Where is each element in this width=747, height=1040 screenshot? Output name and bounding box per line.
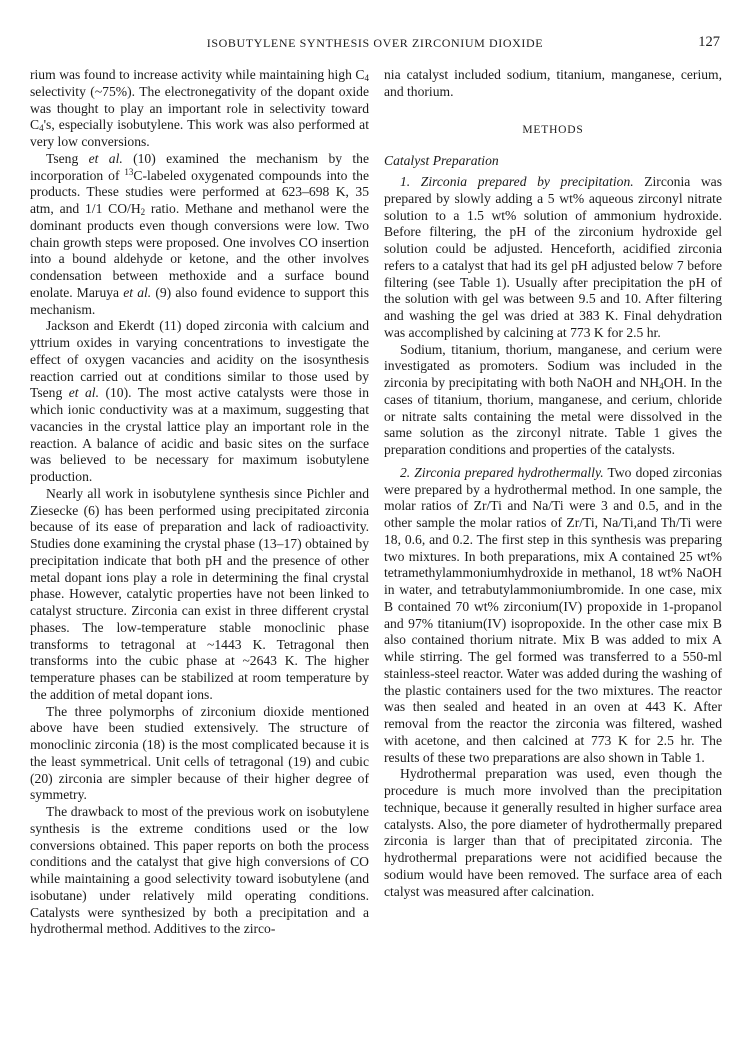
run-in-heading: 2. Zirconia prepared hydrothermally. — [400, 464, 604, 480]
paragraph — [384, 465, 722, 767]
text-run: selectivity (~75%). The electronegativity of the dopant oxide was thought to play an important role in selectivity toward C — [30, 83, 369, 133]
text-run: OH. In the cases of titanium, thorium, manganese, and cerium, chloride or nitrate salts containing the metal were dissolved in the same solution as the zirconyl nitrate. Table 1 gives the preparation conditions and properties of the catalysts. — [384, 375, 723, 457]
text-run: Tseng — [46, 150, 89, 166]
running-head — [30, 34, 720, 54]
section-heading: METHODS — [522, 123, 584, 136]
text-run: ratio. Methane and methanol were the dominant products even though conversions were low. Two chain growth steps were proposed. One involves CO insertion into a bound aldehyde or ketone, and the other involves condensation between methoxide and a surface bound enolate. Maruya — [30, 201, 369, 300]
paragraph: Nearly all work in isobutylene synthesis since Pichler and Ziesecke (6) has been performed using precipitated zirconia because of its ease of preparation and lack of radioactivity. Studies done examining the crystal phase (13–17) obtained by precipitation indicate that both pH and the presence of other metal dopant ions play a role in determining the final crystal phase. However, catalytic properties have not been linked to catalyst structure. Zirconia can exist in three different crystal phases. The low-temperature stable monoclinic phase transforms to tetragonal at ~1443 K. Tetragonal then transforms into the cubic phase at ~2643 K. The higher temperature phases can be stabilized at room temperature by the addition of metal dopant ions. — [30, 485, 369, 702]
text-run: Sodium, titanium, thorium, manganese, and cerium were investigated as promoters. Sodium was included in the zirconia by precipitating with both NaOH and NH — [384, 341, 722, 390]
italic-text: et al. — [68, 385, 99, 401]
text-run: rium was found to increase activity while maintaining high C — [30, 67, 365, 82]
text-run: 's, especially isobutylene. This work was also performed at very low conversions. — [30, 117, 369, 149]
page-number: 127 — [698, 34, 720, 50]
italic-text: et al. — [123, 284, 152, 300]
paragraph: nia catalyst included sodium, titanium, manganese, cerium, and thorium. — [384, 67, 722, 99]
paragraph: The drawback to most of the previous work on isobutylene synthesis is the extreme conditions used or the low conversions obtained. This paper reports on both the process conditions and the catalyst that give high conversions of CO while maintaining a good selectivity toward isobutylene (and isobutane) under relatively mild operating conditions. Catalysts were synthesized by both a precipitation and a hydrothermal method. Additives to the zirco- — [30, 804, 369, 937]
text-run: (10). The most active catalysts were those in which ionic conductivity was at a maximum, suggesting that vacancies in the crystal lattice play an important role in the reaction. A balance of acidic and basic sites on the surface was believed to be necessary for maximum isobutylene production. — [30, 385, 369, 484]
running-title: ISOBUTYLENE SYNTHESIS OVER ZIRCONIUM DIOXIDE — [206, 36, 544, 50]
subscript: 4 — [364, 73, 369, 83]
paragraph — [384, 342, 722, 459]
text-run: (9) also found evidence to support this mechanism. — [30, 284, 369, 317]
text-run: Zirconia was prepared by slowly adding a 5 wt% aqueous zirconyl nitrate solution to a 1.5 wt% solution of ammonium hydroxide. Before filtering, the pH of the zirconium hydroxide gel solution could be adjusted. Henceforth, acidified zirconia refers to a catalyst that had its gel pH adjusted below 7 before filtering (see Table 1). Usually after precipitation the pH of the solution with gel was between 9.5 and 10. After filtering and washing the gel was dried at 383 K. Final dehydration was accomplished by calcining at 773 K for 2.5 hr. — [384, 174, 722, 340]
left-column — [30, 67, 369, 938]
italic-text: et al. — [88, 150, 123, 166]
text-run: C-labeled oxygenated compounds into the products. These studies were performed at 623–698 K, 35 atm, and 1/1 CO/H — [30, 167, 369, 216]
superscript: 13 — [124, 166, 134, 177]
paragraph — [30, 67, 369, 151]
paragraph — [384, 174, 722, 342]
paragraph — [30, 318, 369, 486]
text-run: Two doped zirconias were prepared by a hydrothermal method. In one sample, the molar ratios of Zr/Ti and Na/Ti were 3 and 0.5, and in the other sample the molar ratios of Zr/Ti, Na/Ti,and Th/Ti were 18, 0.6, and 0.2. The first step in this synthesis was preparing two mixtures. In both preparations, mix A contained 25 wt% tetramethylammoniumhydroxide in methanol, 18 wt% NaOH in water, and tetrabutylammoniumbromide. In one case, mix B contained 70 wt% zirconium(IV) propoxide in 1-propanol and 97% titanium(IV) isopropoxide. In the other case mix B also contained thorium nitrate. Mix B was added to mix A while stirring. The gel formed was transferred to a 550-ml stainless-steel reactor. Water was added during the washing of the plastic containers used for the two mixtures. The reactor was then sealed and heated in an oven at 443 K. After removal from the reactor the zirconia was filtered, washed with acetone, and then calcined at 773 K for 2.5 hr. The results of these two preparations are also shown in Table 1. — [384, 464, 722, 765]
subscript: 2 — [140, 207, 146, 217]
paragraph: The three polymorphs of zirconium dioxide mentioned above have been studied extensively. The structure of monoclinic zirconia (18) is the most complicated because it is the least symmetrical. Unit cells of tetragonal (19) and cubic (20) zirconia are simpler because of their higher degree of symmetry. — [30, 703, 369, 803]
run-in-heading: 1. Zirconia prepared by precipitation. — [400, 174, 634, 189]
paragraph: Hydrothermal preparation was used, even though the procedure is much more involved than the precipitation technique, because it generally resulted in higher surface area catalysts. Also, the pore diameter of hydrothermally prepared zirconia is larger than that of precipitated zirconia. The hydrothermal preparations were not acidified because the sodium would have been removed. The surface area of each ctalyst was measured after calcination. — [384, 766, 722, 899]
text-run: Jackson and Ekerdt (11) doped zirconia with calcium and yttrium oxides in varying concentrations to investigate the effect of oxygen vacancies and acidity on the isosynthesis reaction carried out at conditions similar to those used by Tseng — [30, 318, 369, 401]
paragraph — [30, 151, 369, 319]
text-run: (10) examined the mechanism by the incorporation of — [30, 150, 369, 183]
subscript: 4 — [659, 381, 664, 391]
subscript: 4 — [39, 123, 44, 134]
right-column — [384, 67, 722, 900]
subsection-heading: Catalyst Preparation — [384, 153, 499, 169]
